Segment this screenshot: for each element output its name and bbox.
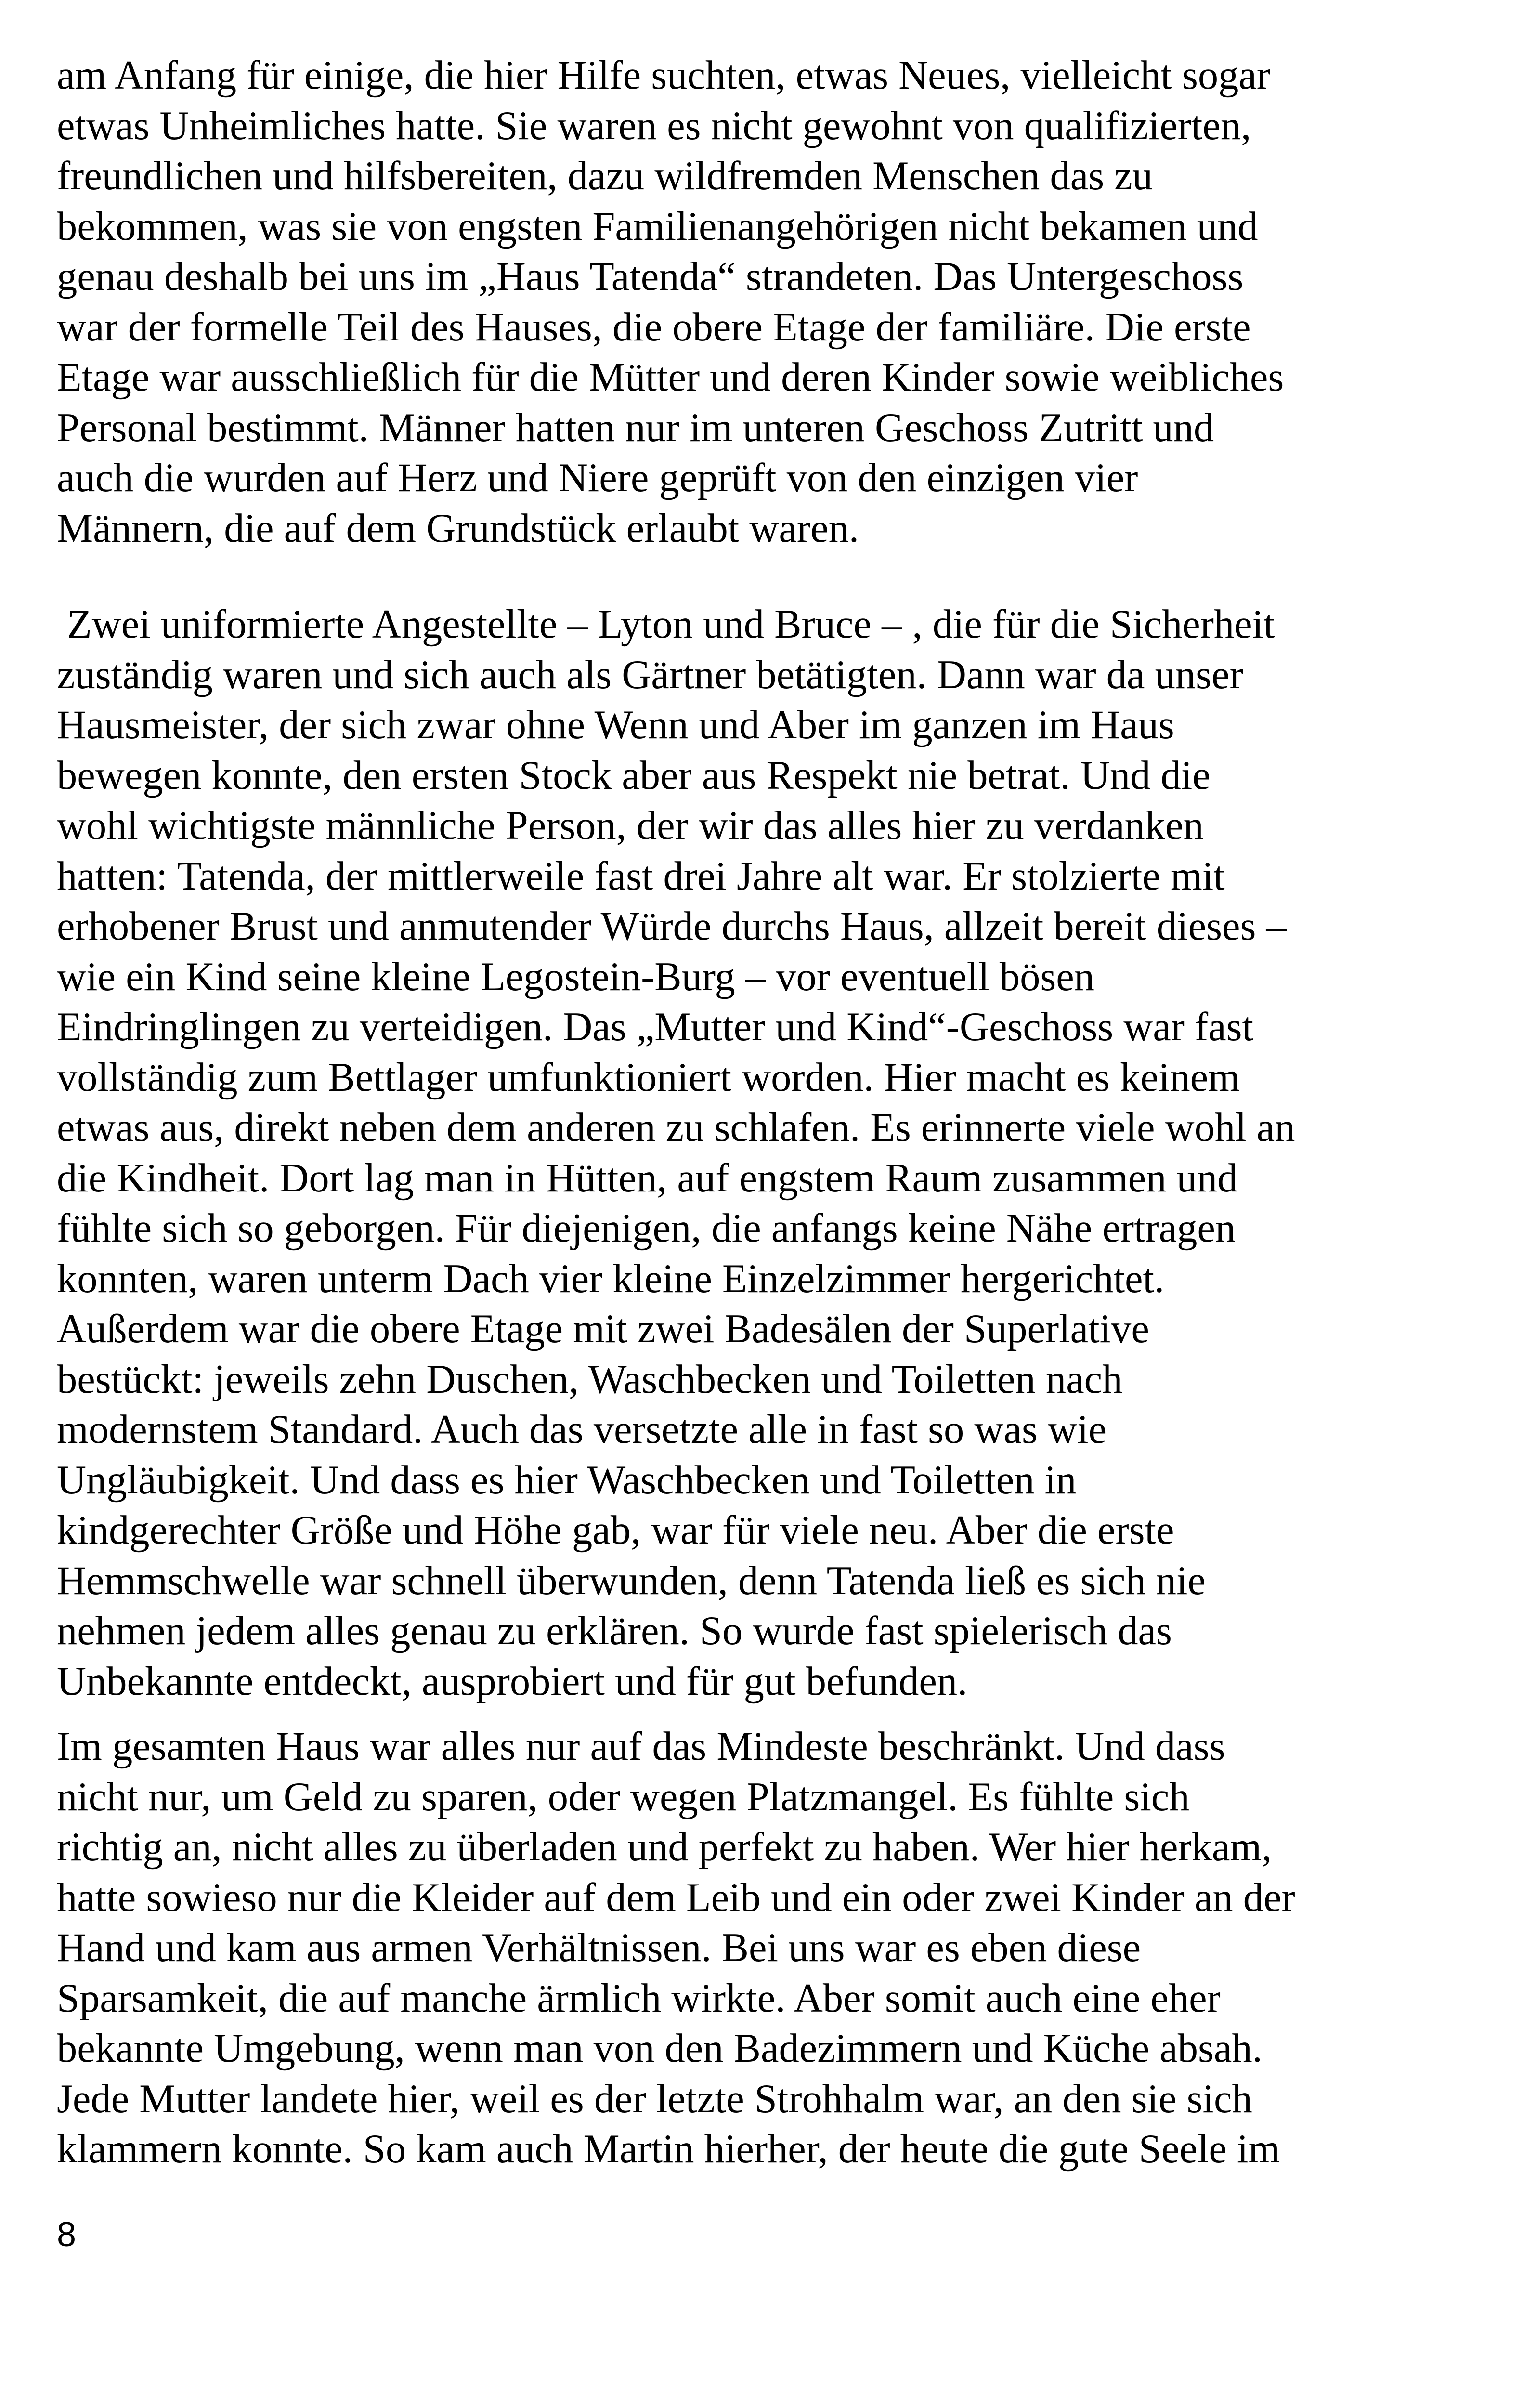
- text-line: konnten, waren unterm Dach vier kleine Einzelzimmer hergerichtet.: [57, 1256, 1165, 1301]
- text-line: wie ein Kind seine kleine Legostein-Burg – vor eventuell bösen: [57, 954, 1094, 999]
- text-line: Eindringlingen zu verteidigen. Das „Mutter und Kind“-Geschoss war fast: [57, 1005, 1254, 1049]
- paragraph-2: [57, 600, 1295, 1707]
- text-line: fühlte sich so geborgen. Für diejenigen, die anfangs keine Nähe ertragen: [57, 1206, 1236, 1251]
- text-line: Hand und kam aus armen Verhältnissen. Bei uns war es eben diese: [57, 1925, 1141, 1970]
- text-line: Männern, die auf dem Grundstück erlaubt waren.: [57, 506, 859, 551]
- text-line: nehmen jedem alles genau zu erklären. So wurde fast spielerisch das: [57, 1609, 1172, 1653]
- text-line: modernstem Standard. Auch das versetzte alle in fast so was wie: [57, 1407, 1106, 1452]
- text-line: Außerdem war die obere Etage mit zwei Badesälen der Superlative: [57, 1307, 1149, 1351]
- text-line: kindgerechter Größe und Höhe gab, war für viele neu. Aber die erste: [57, 1508, 1174, 1553]
- text-line: auch die wurden auf Herz und Niere geprüft von den einzigen vier: [57, 456, 1138, 500]
- text-line: Im gesamten Haus war alles nur auf das Mindeste beschränkt. Und dass: [57, 1724, 1225, 1769]
- text-line: richtig an, nicht alles zu überladen und perfekt zu haben. Wer hier herkam,: [57, 1825, 1272, 1870]
- text-line: Ungläubigkeit. Und dass es hier Waschbecken und Toiletten in: [57, 1457, 1077, 1503]
- text-line: etwas aus, direkt neben dem anderen zu schlafen. Es erinnerte viele wohl an: [57, 1105, 1295, 1150]
- text-line: Jede Mutter landete hier, weil es der letzte Strohhalm war, an den sie sich: [57, 2076, 1252, 2121]
- text-line: bestückt: jeweils zehn Duschen, Waschbecken und Toiletten nach: [57, 1357, 1123, 1402]
- text-line: wohl wichtigste männliche Person, der wir das alles hier zu verdanken: [57, 803, 1204, 848]
- text-line: Sparsamkeit, die auf manche ärmlich wirkte. Aber somit auch eine eher: [57, 1976, 1221, 2021]
- text-line: Hemmschwelle war schnell überwunden, denn Tatenda ließ es sich nie: [57, 1558, 1206, 1603]
- text-line: die Kindheit. Dort lag man in Hütten, auf engstem Raum zusammen und: [57, 1155, 1238, 1201]
- text-line: Unbekannte entdeckt, ausprobiert und für gut befunden.: [57, 1659, 968, 1704]
- text-line: Personal bestimmt. Männer hatten nur im unteren Geschoss Zutritt und: [57, 405, 1214, 450]
- text-line: bekommen, was sie von engsten Familienangehörigen nicht bekamen und: [57, 204, 1258, 249]
- paragraph-3: [57, 1722, 1295, 2175]
- text-line: bekannte Umgebung, wenn man von den Badezimmern und Küche absah.: [57, 2026, 1263, 2071]
- text-line: etwas Unheimliches hatte. Sie waren es nicht gewohnt von qualifizierten,: [57, 103, 1251, 148]
- text-line: vollständig zum Bettlager umfunktioniert worden. Hier macht es keinem: [57, 1055, 1240, 1100]
- text-line: am Anfang für einige, die hier Hilfe suchten, etwas Neues, vielleicht sogar: [57, 53, 1271, 98]
- paragraph-1: [57, 51, 1284, 554]
- text-line: freundlichen und hilfsbereiten, dazu wildfremden Menschen das zu: [57, 154, 1153, 198]
- text-line: Etage war ausschließlich für die Mütter und deren Kinder sowie weibliches: [57, 355, 1284, 400]
- text-line: genau deshalb bei uns im „Haus Tatenda“ strandeten. Das Untergeschoss: [57, 254, 1244, 299]
- text-line: klammern konnte. So kam auch Martin hierher, der heute die gute Seele im: [57, 2127, 1280, 2172]
- text-line: war der formelle Teil des Hauses, die obere Etage der familiäre. Die erste: [57, 304, 1251, 350]
- text-line: Zwei uniformierte Angestellte – Lyton und Bruce – , die für die Sicherheit: [57, 602, 1275, 647]
- text-line: nicht nur, um Geld zu sparen, oder wegen Platzmangel. Es fühlte sich: [57, 1774, 1190, 1819]
- text-line: erhobener Brust und anmutender Würde durchs Haus, allzeit bereit dieses –: [57, 904, 1287, 949]
- text-line: hatte sowieso nur die Kleider auf dem Leib und ein oder zwei Kinder an der: [57, 1875, 1295, 1920]
- text-line: bewegen konnte, den ersten Stock aber aus Respekt nie betrat. Und die: [57, 753, 1211, 798]
- text-line: hatten: Tatenda, der mittlerweile fast drei Jahre alt war. Er stolzierte mit: [57, 853, 1225, 899]
- page-number: 8: [57, 2215, 77, 2254]
- text-line: Hausmeister, der sich zwar ohne Wenn und Aber im ganzen im Haus: [57, 703, 1174, 747]
- text-line: zuständig waren und sich auch als Gärtner betätigten. Dann war da unser: [57, 652, 1243, 697]
